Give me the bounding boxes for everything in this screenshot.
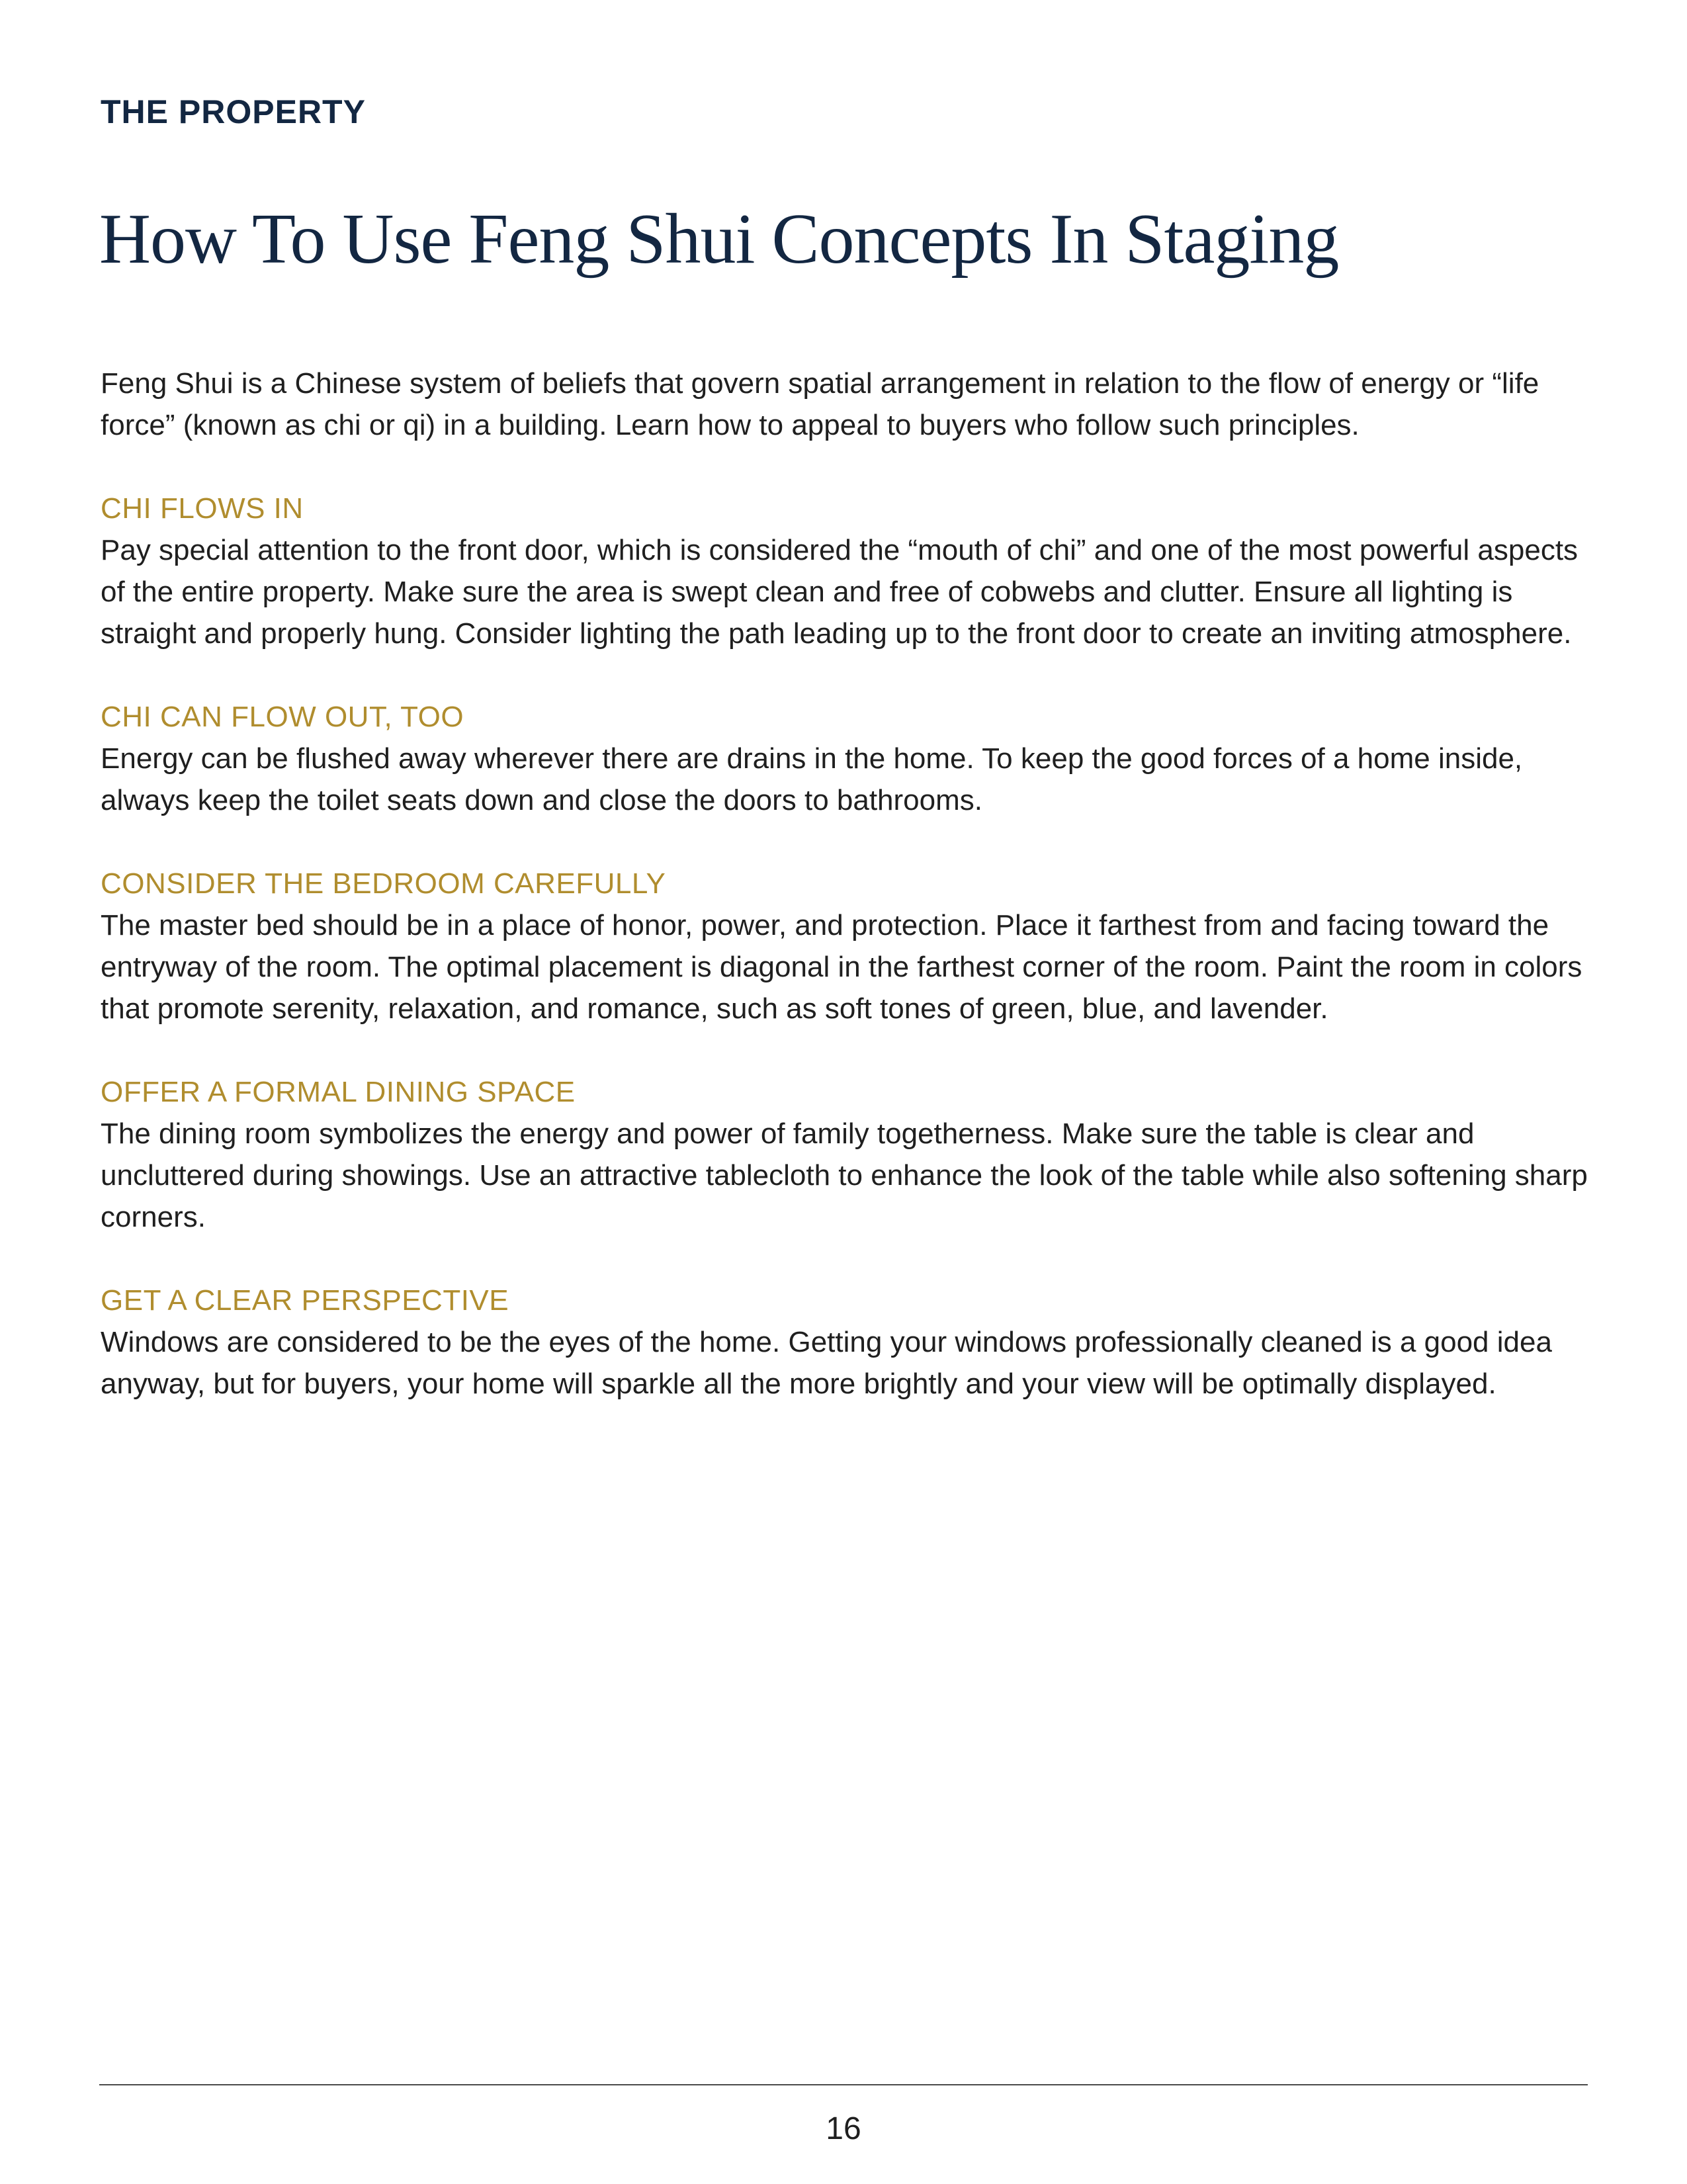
topic-heading: CHI FLOWS IN [101,492,304,525]
topic-bedroom [101,863,1596,1029]
footer-divider [99,2084,1588,2085]
page-title: How To Use Feng Shui Concepts In Staging [99,200,1339,279]
topic-body: The dining room symbolizes the energy and power of family togetherness. Make sure the table is clear and uncluttered during showings. Use an attractive tablecloth to enhance the look of the table while also softening sharp corners. [101,1117,1588,1233]
topic-chi-can-flow-out [101,696,1596,821]
topic-body: Energy can be flushed away wherever there are drains in the home. To keep the good forces of a home inside, always keep the toilet seats down and close the doors to bathrooms. [101,742,1523,816]
topic-heading: GET A CLEAR PERSPECTIVE [101,1284,509,1317]
topic-heading: CONSIDER THE BEDROOM CAREFULLY [101,867,666,900]
topic-heading: OFFER A FORMAL DINING SPACE [101,1076,576,1108]
topic-dining-space [101,1071,1596,1238]
topic-body: The master bed should be in a place of honor, power, and protection. Place it farthest from and facing toward the entryway of the room. The optimal placement is diagonal in the farthest corner of the room. Paint the room in colors that promote serenity, relaxation, and romance, such as soft tones of green, blue, and lavender. [101,909,1582,1025]
topic-clear-perspective [101,1280,1596,1405]
page-number: 16 [826,2111,861,2146]
topic-body: Windows are considered to be the eyes of the home. Getting your windows professionally cleaned is a good idea anyway, but for buyers, your home will sparkle all the more brightly and your view will be optimally displayed. [101,1326,1552,1400]
intro-paragraph: Feng Shui is a Chinese system of beliefs that govern spatial arrangement in relation to the flow of energy or “life force” (known as chi or qi) in a building. Learn how to appeal to buyers who follow such principles. [101,367,1539,441]
section-label: THE PROPERTY [101,93,366,130]
topic-chi-flows-in [101,488,1596,654]
topic-body: Pay special attention to the front door, which is considered the “mouth of chi” and one of the most powerful aspects of the entire property. Make sure the area is swept clean and free of cobwebs and clutter. Ensure all lighting is straight and properly hung. Consider lighting the path leading up to the front door to create an inviting atmosphere. [101,534,1579,650]
article-content [101,363,1596,1405]
topic-heading: CHI CAN FLOW OUT, TOO [101,701,464,733]
